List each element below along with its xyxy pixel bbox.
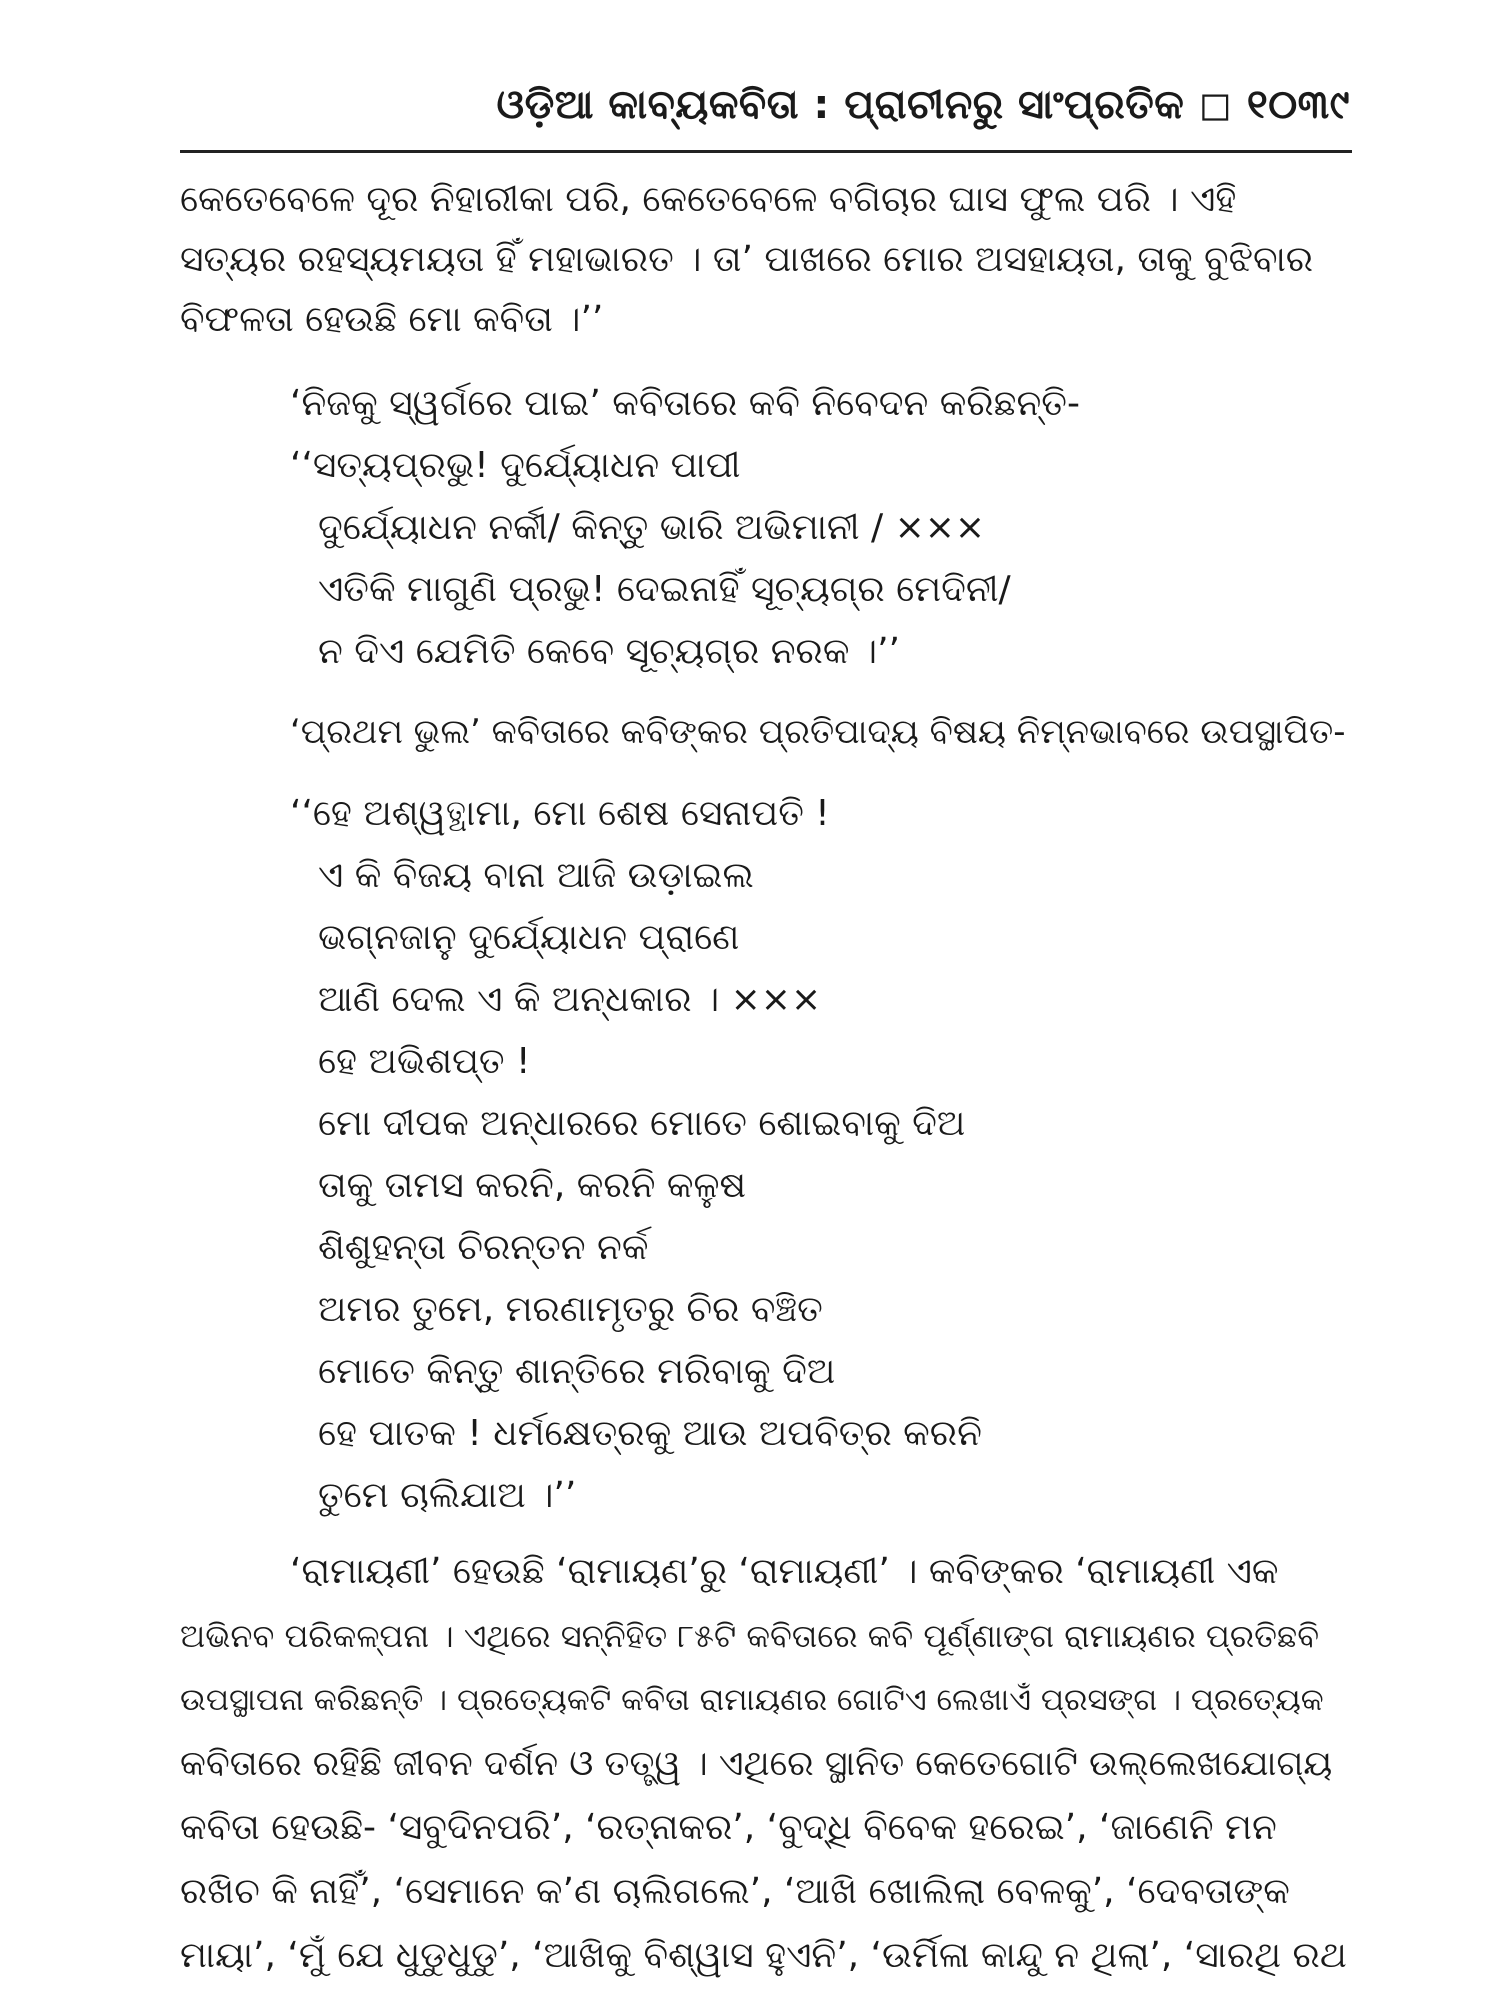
quote2-line-3: ଭଗ୍ନଜାନୁ ଦୁର୍ଯ୍ୟୋଧନ ପ୍ରାଣେ bbox=[318, 917, 740, 958]
para1-line-1: କେତେବେଳେ ଦୂର ନିହାରୀକା ପରି, କେତେବେଳେ ବଗିଚାର ଘାସ ଫୁଲ ପରି । ଏହି bbox=[180, 179, 1237, 220]
para1-line-2: ସତ୍ୟର ରହସ୍ୟମୟତା ହିଁ ମହାଭାରତ । ତା’ ପାଖରେ ମୋର ଅସହାୟତା, ତାକୁ ବୁଝିବାର bbox=[180, 239, 1314, 280]
quote2-line-10: ମୋତେ କିନ୍ତୁ ଶାନ୍ତିରେ ମରିବାକୁ ଦିଅ bbox=[318, 1351, 836, 1392]
quote2-line-12: ତୁମେ ଚାଲିଯାଅ ।’’ bbox=[318, 1475, 577, 1516]
para2-line-3: ଉପସ୍ଥାପନା କରିଛନ୍ତି । ପ୍ରତ୍ୟେକଟି କବିତା ରାମାୟଣର ଗୋଟିଏ ଲେଖାଏଁ ପ୍ରସଙ୍ଗ । ପ୍ରତ୍ୟେକ bbox=[180, 1682, 1324, 1718]
quote2-line-6: ମୋ ଦୀପକ ଅନ୍ଧାରରେ ମୋତେ ଶୋଇବାକୁ ଦିଅ bbox=[318, 1103, 966, 1144]
quote1-line-3: ଏତିକି ମାଗୁଣି ପ୍ରଭୁ! ଦେଇନାହିଁ ସୂଚ୍ୟଗ୍ର ମେଦିନୀ/ bbox=[318, 569, 1011, 610]
quote2-line-2: ଏ କି ବିଜୟ ବାନା ଆଜି ଉଡ଼ାଇଲ bbox=[318, 855, 754, 896]
para2-line-4: କବିତାରେ ରହିଛି ଜୀବନ ଦର୍ଶନ ଓ ତତ୍ତ୍ୱ । ଏଥିରେ ସ୍ଥାନିତ କେତେଗୋଟି ଉଲ୍ଲେଖଯୋଗ୍ୟ bbox=[180, 1744, 1333, 1784]
header-rule bbox=[180, 150, 1352, 153]
running-head: ଓଡ଼ିଆ କାବ୍ୟକବିତା : ପ୍ରାଚୀନରୁ ସାଂପ୍ରତିକ ◻ ୧୦୩୯ bbox=[496, 82, 1350, 128]
quote2-line-4: ଆଣି ଦେଲ ଏ କି ଅନ୍ଧକାର । ××× bbox=[318, 979, 822, 1020]
para2-line-5: କବିତା ହେଉଛି- ‘ସବୁଦିନପରି’, ‘ରତ୍ନାକର’, ‘ବୁଦ୍ଧି ବିବେକ ହରେଇ’, ‘ଜାଣେନି ମନ bbox=[180, 1807, 1277, 1848]
para2-line-6: ରଖିଚ କି ନାହିଁ’, ‘ସେମାନେ କ’ଣ ଚାଲିଗଲେ’, ‘ଆଖି ଖୋଲିଲା ବେଳକୁ’, ‘ଦେବତାଙ୍କ bbox=[180, 1871, 1290, 1912]
quote1-intro: ‘ନିଜକୁ ସ୍ୱର୍ଗରେ ପାଇ’ କବିତାରେ କବି ନିବେଦନ କରିଛନ୍ତି- bbox=[290, 383, 1080, 424]
quote1-line-1: ‘‘ସତ୍ୟପ୍ରଭୁ! ଦୁର୍ଯ୍ୟୋଧନ ପାପୀ bbox=[290, 445, 741, 486]
quote2-line-8: ଶିଶୁହନ୍ତା ଚିରନ୍ତନ ନର୍କ bbox=[318, 1227, 649, 1268]
para2-line-2: ଅଭିନବ ପରିକଳ୍ପନା । ଏଥିରେ ସନ୍ନିହିତ ୮୫ଟି କବିତାରେ କବି ପୂର୍ଣ୍ଣାଙ୍ଗ ରାମାୟଣର ପ୍ରତିଛବି bbox=[180, 1617, 1320, 1655]
quote2-line-9: ଅମର ତୁମେ, ମରଣାମୃତରୁ ଚିର ବଞ୍ଚିତ bbox=[318, 1289, 823, 1330]
quote2-line-1: ‘‘ହେ ଅଶ୍ୱତ୍ଥାମା, ମୋ ଶେଷ ସେନାପତି ! bbox=[290, 793, 830, 834]
para1-line-3: ବିଫଳତା ହେଉଛି ମୋ କବିତା ।’’ bbox=[180, 299, 604, 340]
quote2-intro: ‘ପ୍ରଥମ ଭୁଲ’ କବିତାରେ କବିଙ୍କର ପ୍ରତିପାଦ୍ୟ ବିଷୟ ନିମ୍ନଭାବରେ ଉପସ୍ଥାପିତ- bbox=[290, 712, 1346, 752]
para2-line-1: ‘ରାମାୟଣୀ’ ହେଉଛି ‘ରାମାୟଣ’ରୁ ‘ରାମାୟଣୀ’ । କବିଙ୍କର ‘ରାମାୟଣୀ ଏକ bbox=[290, 1551, 1279, 1592]
quote2-line-5: ହେ ଅଭିଶପ୍ତ ! bbox=[318, 1041, 531, 1082]
quote1-line-4: ନ ଦିଏ ଯେମିତି କେବେ ସୂଚ୍ୟଗ୍ର ନରକ ।’’ bbox=[318, 631, 900, 672]
para2-line-7: ମାୟା’, ‘ମୁଁ ଯେ ଧୁଡୁଧୁଡୁ’, ‘ଆଖିକୁ ବିଶ୍ୱାସ ହୁଏନି’, ‘ଉର୍ମିଳା କାନ୍ଦୁ ନ ଥିଲା’, ‘ସାରଥି ରଥ bbox=[180, 1935, 1347, 1976]
quote2-line-11: ହେ ପାତକ ! ଧର୍ମକ୍ଷେତ୍ରକୁ ଆଉ ଅପବିତ୍ର କରନି bbox=[318, 1413, 982, 1454]
quote2-line-7: ତାକୁ ତାମସ କରନି, କରନି କଳୁଷ bbox=[318, 1165, 747, 1206]
quote1-line-2: ଦୁର୍ଯ୍ୟୋଧନ ନର୍କୀ/ କିନ୍ତୁ ଭାରି ଅଭିମାନୀ / ××× bbox=[318, 507, 986, 548]
